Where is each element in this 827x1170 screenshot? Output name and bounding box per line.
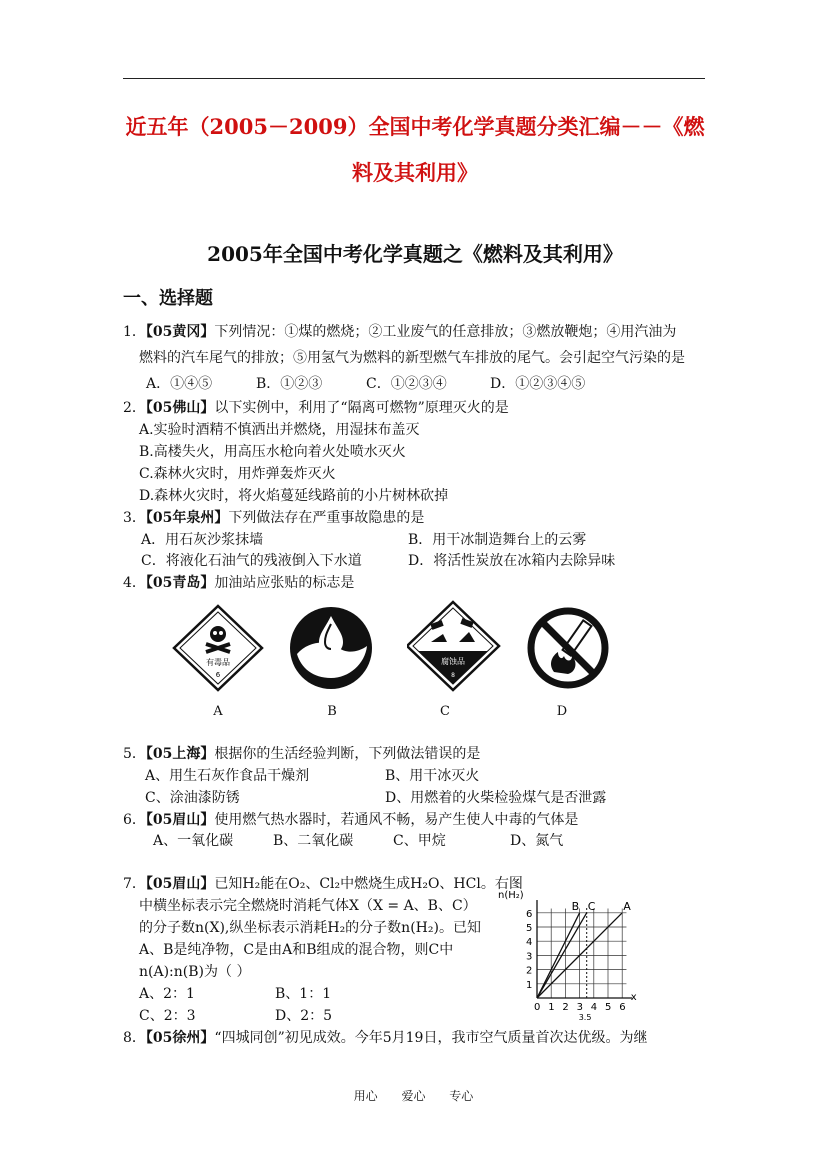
x-tick-label: 5 <box>605 1002 612 1013</box>
q3-option-a: A．用石灰沙浆抹墙 <box>141 532 264 548</box>
h2-consumption-chart <box>497 886 641 1020</box>
y-axis-label: n(H₂) <box>498 890 524 901</box>
question-1 <box>123 322 676 342</box>
q7-option-a: A、2：1 <box>139 986 195 1002</box>
document-title <box>110 104 720 196</box>
corrosive-sign-number: 8 <box>451 672 455 679</box>
question-6 <box>123 810 578 830</box>
y-tick-label: 2 <box>526 965 533 977</box>
q1-number: 1． <box>123 324 146 340</box>
toxic-sign-text: 有毒品 <box>206 658 230 667</box>
corrosive-sign-icon <box>407 600 527 692</box>
q2-option-a: A.实验时酒精不慎洒出并燃烧，用湿抹布盖灭 <box>139 422 420 438</box>
section-title: 2005年全国中考化学真题之《燃料及其利用》 <box>207 242 623 266</box>
y-tick-label: 5 <box>526 923 533 934</box>
q1-option-c: C．①②③④ <box>366 376 447 392</box>
q5-stem: 根据你的生活经验判断，下列做法错误的是 <box>214 746 481 762</box>
q7-stem-line4: A、B是纯净物，C是由A和B组成的混合物，则C中 <box>139 942 454 958</box>
q3-stem: 下列做法存在严重事故隐患的是 <box>228 510 425 526</box>
question-7 <box>123 874 523 894</box>
question-3 <box>123 508 424 528</box>
x-tick-label: 6 <box>619 1002 626 1013</box>
q5-option-a: A、用生石灰作食品干燥剂 <box>145 768 310 784</box>
q7-stem-line2: 中横坐标表示完全燃烧时消耗气体X（X = A、B、C） <box>139 898 477 914</box>
question-4 <box>123 573 354 593</box>
q6-option-d: D、氮气 <box>510 833 564 849</box>
x-tick-label: 2 <box>562 1002 569 1013</box>
q2-option-b: B.高楼失火，用高压水枪向着火处喷水灭火 <box>139 444 406 460</box>
title-line-2: 料及其利用》 <box>352 160 478 185</box>
q2-option-c: C.森林火灾时，用炸弹轰炸灭火 <box>139 466 336 482</box>
q6-option-c: C、甲烷 <box>393 833 446 849</box>
q5-option-b: B、用干冰灭火 <box>385 768 480 784</box>
y-tick-label: 4 <box>526 937 533 949</box>
x-tick-label: 4 <box>590 1002 598 1013</box>
series-label-C: C <box>587 899 596 913</box>
q7-option-c: C、2：3 <box>139 1008 196 1024</box>
title-line-1: 近五年（2005－2009）全国中考化学真题分类汇编－－《燃 <box>125 114 705 139</box>
q6-option-a: A、一氧化碳 <box>153 833 234 849</box>
water-drop-sign-icon <box>287 602 407 694</box>
q3-option-c: C．将液化石油气的残液倒入下水道 <box>141 553 362 569</box>
part-heading: 一、选择题 <box>123 288 213 309</box>
q7-option-b: B、1：1 <box>275 986 332 1002</box>
q5-tag: 【05上海】 <box>145 746 215 762</box>
q1-stem-line1: 下列情况：①煤的燃烧；②工业废气的任意排放；③燃放鞭炮；④用汽油为 <box>214 324 677 340</box>
q7-stem-line5: n(A):n(B)为（ ） <box>139 964 251 980</box>
q3-number: 3． <box>123 510 146 526</box>
q2-option-d: D.森林火灾时，将火焰蔓延线路前的小片树林砍掉 <box>139 488 449 504</box>
page-footer: 用心 爱心 专心 <box>353 1089 474 1103</box>
no-fire-sign-icon <box>526 602 646 694</box>
sign-label-c: C <box>440 704 450 719</box>
q4-tag: 【05青岛】 <box>145 575 215 591</box>
q1-stem-line2: 燃料的汽车尾气的排放；⑤用氢气为燃料的新型燃气车排放的尾气。会引起空气污染的是 <box>139 350 685 366</box>
corrosive-sign-text: 腐蚀品 <box>441 657 465 666</box>
q6-tag: 【05眉山】 <box>145 812 215 828</box>
q6-option-b: B、二氧化碳 <box>273 833 354 849</box>
question-5 <box>123 744 480 764</box>
q5-number: 5． <box>123 746 146 762</box>
q4-stem: 加油站应张贴的标志是 <box>214 575 355 591</box>
sign-label-d: D <box>556 704 568 719</box>
q1-tag: 【05黄冈】 <box>145 324 215 340</box>
series-label-B: B <box>571 899 580 913</box>
q2-number: 2． <box>123 400 146 416</box>
sign-label-a: A <box>213 704 223 719</box>
toxic-sign-icon <box>170 602 290 694</box>
y-tick-label: 6 <box>526 908 533 920</box>
q3-option-d: D．将活性炭放在冰箱内去除异味 <box>408 553 616 569</box>
q8-number: 8． <box>123 1030 146 1046</box>
q8-tag: 【05徐州】 <box>145 1030 215 1046</box>
x-tick-label: 1 <box>548 1002 555 1013</box>
question-2 <box>123 398 509 418</box>
x-tick-label: 3 <box>576 1002 583 1013</box>
q1-option-d: D．①②③④⑤ <box>490 376 586 392</box>
q6-stem: 使用燃气热水器时，若通风不畅，易产生使人中毒的气体是 <box>214 812 579 828</box>
q5-option-c: C、涂油漆防锈 <box>145 790 240 806</box>
series-label-A: A <box>623 899 631 913</box>
q3-tag: 【05年泉州】 <box>145 510 229 526</box>
q7-stem-line3: 的分子数n(X),纵坐标表示消耗H₂的分子数n(H₂)。已知 <box>139 920 481 936</box>
q8-stem: “四城同创”初见成效。今年5月19日，我市空气质量首次达优级。为继 <box>214 1030 648 1046</box>
header-rule <box>123 78 705 79</box>
toxic-sign-number: 6 <box>215 671 221 679</box>
question-8 <box>123 1028 647 1048</box>
q7-number: 7． <box>123 876 146 892</box>
x-tick-label: 0 <box>534 1002 541 1013</box>
x-axis-label: x <box>630 992 637 1003</box>
q1-option-b: B．①②③ <box>256 376 323 392</box>
q7-stem-line1: 已知H₂能在O₂、Cl₂中燃烧生成H₂O、HCl。右图 <box>214 876 523 892</box>
q7-tag: 【05眉山】 <box>145 876 215 892</box>
q3-option-b: B．用干冰制造舞台上的云雾 <box>408 532 587 548</box>
y-tick-label: 1 <box>526 979 533 991</box>
q6-number: 6． <box>123 812 146 828</box>
y-tick-label: 3 <box>526 951 533 963</box>
q5-option-d: D、用燃着的火柴检验煤气是否泄露 <box>385 790 607 806</box>
q4-number: 4． <box>123 575 146 591</box>
q2-tag: 【05佛山】 <box>145 400 215 416</box>
q1-option-a: A．①④⑤ <box>146 376 213 392</box>
q2-stem: 以下实例中，利用了“隔离可燃物”原理灭火的是 <box>214 400 509 416</box>
q7-option-d: D、2：5 <box>275 1008 333 1024</box>
sign-label-b: B <box>327 704 337 719</box>
extra-tick-label: 3.5 <box>578 1013 592 1020</box>
